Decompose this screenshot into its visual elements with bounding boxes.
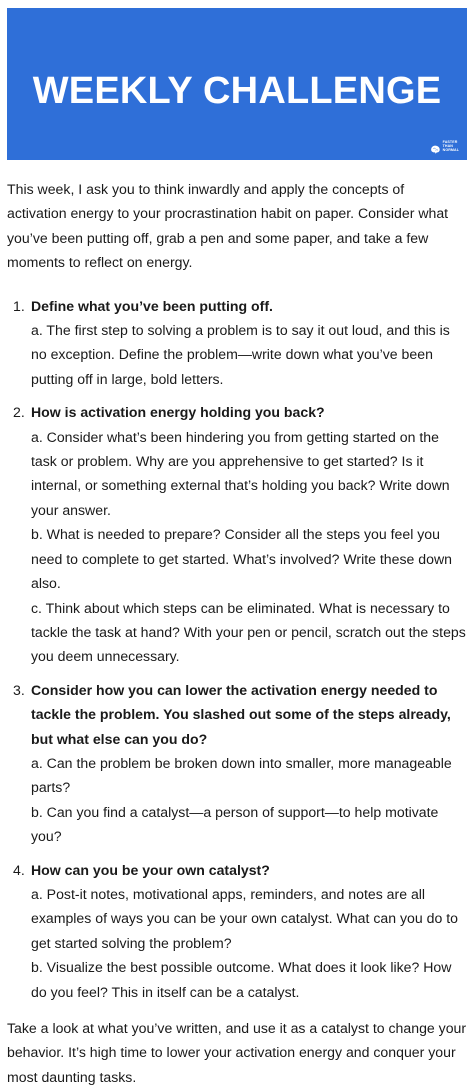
banner-title: WEEKLY CHALLENGE [32, 70, 442, 112]
step-item [7, 858, 467, 1004]
brain-icon [430, 142, 441, 153]
faster-than-normal-logo [430, 141, 459, 153]
step-detail: a. Consider what’s been hindering you from getting started on the task or problem. Why are you apprehensive to get started? Is it internal, or something external that’s holding you back? Write down your answer. [31, 428, 450, 518]
logo-line-3: NORMAL [442, 148, 459, 153]
step-detail: c. Think about which steps can be eliminated. What is necessary to tackle the task at hand? With your pen or pencil, scratch out the steps you deem unnecessary. [31, 599, 466, 665]
intro-paragraph: This week, I ask you to think inwardly and apply the concepts of activation energy to your procrastination habit on paper. Consider what you’ve been putting off, grab a pen and some paper, and take a few moments to reflect on energy. [7, 181, 449, 271]
step-heading: Consider how you can lower the activation energy needed to tackle the problem. You slashed out some of the steps already, but what else can you do? [31, 681, 451, 747]
step-number: 4. [13, 861, 25, 878]
logo-line-1: FASTER [442, 140, 458, 145]
step-number: 3. [13, 681, 25, 698]
step-detail: b. What is needed to prepare? Consider all the steps you feel you need to complete to get started. What’s involved? Write these down also. [31, 526, 452, 592]
step-detail: a. Post-it notes, motivational apps, reminders, and notes are all examples of ways you can be your own catalyst. What can you do to get started solving the problem? [31, 885, 458, 951]
step-detail: b. Can you find a catalyst—a person of support—to help motivate you? [31, 803, 439, 845]
step-heading: How is activation energy holding you back? [31, 404, 325, 421]
step-detail: b. Visualize the best possible outcome. What does it look like? How do you feel? This in itself can be a catalyst. [31, 959, 452, 1000]
step-heading: How can you be your own catalyst? [31, 861, 270, 878]
logo-line-2: THAN [442, 144, 454, 149]
outro-paragraph: Take a look at what you’ve written, and use it as a catalyst to change your behavior. It’s high time to lower your activation energy and conquer your most daunting tasks. [7, 1020, 467, 1085]
article-body [7, 177, 467, 1089]
step-item [7, 294, 467, 392]
step-number: 1. [13, 297, 25, 314]
step-item [7, 400, 467, 668]
weekly-challenge-banner [7, 8, 467, 160]
step-number: 2. [13, 404, 25, 421]
step-item [7, 678, 467, 849]
steps-list [7, 294, 467, 1004]
step-detail: a. Can the problem be broken down into smaller, more manageable parts? [31, 754, 452, 796]
step-heading: Define what you’ve been putting off. [31, 297, 273, 314]
step-detail: a. The first step to solving a problem is to say it out loud, and this is no exception. Define the problem—write down what you’ve been putting off in large, bold letters. [31, 322, 450, 387]
